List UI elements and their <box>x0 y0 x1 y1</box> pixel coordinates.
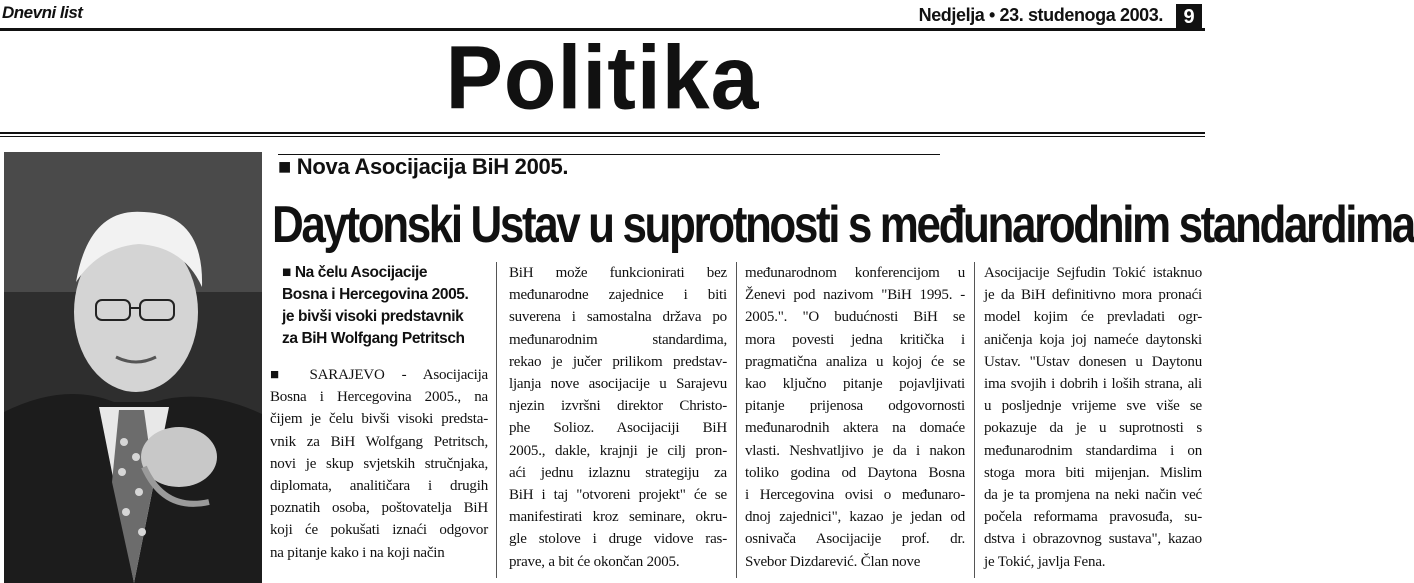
deck-line: je bivši visoki predstavnik <box>282 308 464 325</box>
article-text-line: prave, a bit će okončan 2005. <box>509 553 680 570</box>
article-text-line: aničenja koja joj nameće daytonski <box>984 331 1202 348</box>
article-text-line: pokazuje da je u suprotnosti s <box>984 420 1202 437</box>
article-text-line: 2005.". "O budućnosti BiH se <box>745 309 965 326</box>
article-text-line: suverena i samostalna država po <box>509 309 727 326</box>
article-column-2 <box>509 262 727 573</box>
article-text-line: dstva i obrazovnog sustava", kazao <box>984 531 1202 548</box>
article-text-line: međunarodne zajednice i biti <box>509 287 727 304</box>
article-text-line: diplomata, analitičara i drugih <box>270 478 488 495</box>
article-text-line: ljanja nove asocijacije u Sarajevu <box>509 376 727 393</box>
article-text-line: međunarodnim standardima, <box>509 331 727 348</box>
article-text-line: pitanje prijenosa odgovornosti <box>745 398 965 415</box>
article-text-line: pragmatična analiza u kojoj će se <box>745 353 965 370</box>
article-text-line: poznatih osoba, poštovatelja BiH <box>270 500 488 517</box>
article-text-line: koji će pokušati iznaći odgovor <box>270 522 488 539</box>
article-photo <box>4 152 262 583</box>
article-text-line: gle stolove i druge vidove ras- <box>509 531 727 548</box>
article-text-line: rekao je jučer prilikom predstav- <box>509 353 727 370</box>
article-text-line: vnik za BiH Wolfgang Petritsch, <box>270 433 488 450</box>
article-text-line: BiH može funkcionirati bez <box>509 265 727 281</box>
article-text-line: međunarodnom konferencijom u <box>745 265 965 281</box>
deck-line: ■ Na čelu Asocijacije <box>282 264 428 281</box>
issue-date: Nedjelja • 23. studenoga 2003. <box>918 5 1163 25</box>
article-text-line: Svebor Dizdarević. Član nove <box>745 553 921 570</box>
article-column-3 <box>745 262 965 573</box>
article-text-line: osnivača Asocijacije prof. dr. <box>745 531 965 548</box>
article-text-line: aći jednu izlaznu strategiju za <box>509 464 727 481</box>
article-text-line: Asocijacije Sejfudin Tokić istaknuo <box>984 265 1202 281</box>
article-text-line: međunarodnih aktera na domaće <box>745 420 965 437</box>
article-text-line: Bosna i Hercegovina 2005., na <box>270 389 488 406</box>
article-text-line: mora povesti jedna kritička i <box>745 331 965 348</box>
article-text-line: dnoj zajednici", kazao je jedan od <box>745 509 965 526</box>
article-text-line: čijem je čelu bivši visoki predsta- <box>270 411 488 428</box>
page-number: 9 <box>1176 4 1202 30</box>
article-deck <box>282 262 487 350</box>
article-text-line: BiH i taj "otvoreni projekt" će se <box>509 487 727 504</box>
article-column-1 <box>270 364 488 564</box>
article-text-line: vlasti. Neshvatljivo je da i nakon <box>745 442 965 459</box>
column-divider <box>496 262 497 578</box>
article-text-line: ■ SARAJEVO - Asocijacija <box>270 367 488 383</box>
article-text-line: 2005., dakle, krajnji je cilj pron- <box>509 442 727 459</box>
article-kicker: ■ Nova Asocijacija BiH 2005. <box>278 154 569 179</box>
article-text-line: kao ključno pitanje pojavljivati <box>745 376 965 393</box>
article-text-line: stoga mora biti mijenjan. Mislim <box>984 464 1202 481</box>
column-divider <box>736 262 737 578</box>
deck-line: za BiH Wolfgang Petritsch <box>282 330 465 347</box>
article-text-line: da je ta promjena na neki način već <box>984 487 1202 504</box>
article-text-line: njezin izvršni direktor Christo- <box>509 398 727 415</box>
article-text-line: novi je skup svjetskih stručnjaka, <box>270 455 488 472</box>
article-text-line: je Tokić, javlja Fena. <box>984 553 1106 570</box>
article-column-4 <box>984 262 1202 573</box>
article-text-line: toliko godina od Daytona Bosna <box>745 464 965 481</box>
article-text-line: počela reformama pravosuđa, su- <box>984 509 1202 526</box>
article-text-line: manifestirati kroz seminare, okru- <box>509 509 727 526</box>
article-text-line: međunarodnim standardima i on <box>984 442 1202 459</box>
article-text-line: phe Solioz. Asocijaciji BiH <box>509 420 727 437</box>
article-text-line: ima svojih i dobrih i loših strana, ali <box>984 376 1202 393</box>
section-title: Politika <box>445 27 760 129</box>
article-text-line: Ustav. "Ustav donesen u Daytonu <box>984 353 1202 370</box>
article-text-line: na pitanje kako i na koji način <box>270 544 445 561</box>
article-text-line: i Hercegovina ovisi o međunaro- <box>745 487 965 504</box>
section-rule <box>0 132 1205 134</box>
column-divider <box>974 262 975 578</box>
article-text-line: model kojim će prevladati ogr- <box>984 309 1202 326</box>
article-text-line: je da BiH definitivno mora pronaći <box>984 287 1202 304</box>
article-text-line: Ženevi pod nazivom "BiH 1995. - <box>745 287 965 304</box>
article-headline: Daytonski Ustav u suprotnosti s međunarodnim standardima <box>272 195 1414 254</box>
deck-line: Bosna i Hercegovina 2005. <box>282 286 469 303</box>
paper-name: Dnevni list <box>2 3 83 22</box>
article-text-line: u posljednje vrijeme sve više se <box>984 398 1202 415</box>
section-rule-thin <box>0 136 1205 137</box>
